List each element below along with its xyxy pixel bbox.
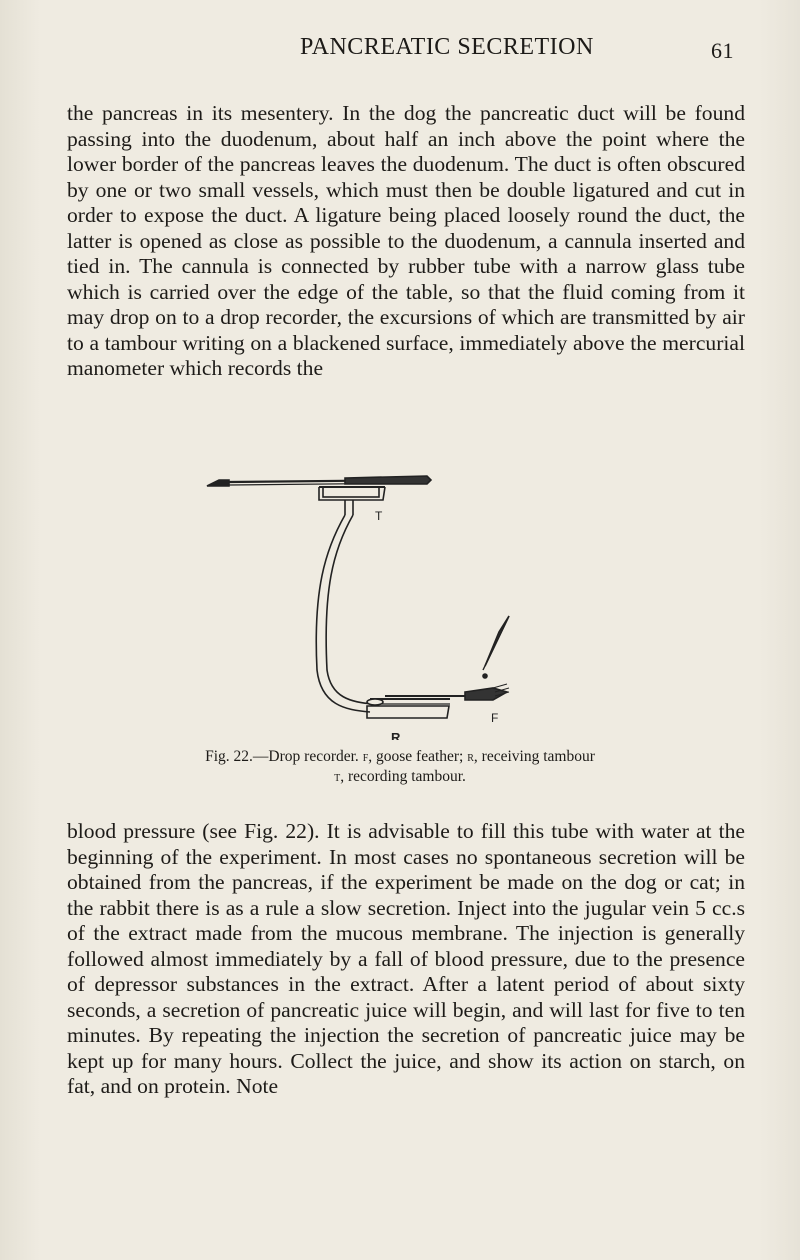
label-f: F bbox=[491, 711, 499, 725]
body-paragraph-1: the pancreas in its mesentery. In the dog the pancreatic duct will be found passing into the duodenum, about half an inch above the point where the lower border of the pancreas leaves the duodenum. The duct is often obscured by one or two small vessels, which must then be double ligatured and cut in order to expose the duct. A ligature being placed loosely round the duct, the latter is opened as close as possible to the duodenum, a cannula inserted and tied in. The cannula is connected by rubber tube with a narrow glass tube which is carried over the edge of the table, so that the fluid coming from it may drop on to a drop recorder, the excursions of which are transmitted by air to a tambour writing on a blackened surface, immediately above the mercurial manometer which records the bbox=[67, 101, 745, 380]
drop-recorder-figure bbox=[195, 470, 635, 740]
caption-t-desc: , recording tambour. bbox=[340, 768, 466, 785]
caption-r-key: r bbox=[467, 750, 474, 765]
label-r: R bbox=[391, 730, 401, 740]
page-number: 61 bbox=[711, 38, 734, 63]
body-paragraph-2: blood pressure (see Fig. 22). It is advisable to fill this tube with water at the beginning of the experiment. In most cases no spontaneous secretion will be obtained from the pancreas, if the experiment be made on the dog or cat; in the rabbit there is as a rule a slow secretion. Inject into the jugular vein 5 cc.s of the extract made from the mucous membrane. The injection is generally followed almost immediately by a fall of blood pressure, due to the presence of depressor substances in the extract. After a latent period of about sixty seconds, a secretion of pancreatic juice will begin, and will last for five to ten minutes. By repeating the injection the secretion of pancreatic juice may be kept up for many hours. Collect the juice, and show its action on starch, on fat, and on protein. Note bbox=[67, 819, 745, 1098]
caption-t-key: t bbox=[334, 770, 341, 785]
running-title: PANCREATIC SECRETION bbox=[300, 34, 594, 60]
caption-f-desc: , goose feather; bbox=[368, 748, 464, 765]
caption-f-key: f bbox=[362, 750, 369, 765]
caption-prefix: Fig. 22.—Drop recorder. bbox=[205, 748, 359, 765]
drop-recorder-drawing bbox=[195, 470, 635, 740]
caption-r-desc: , receiving tambour bbox=[473, 748, 595, 765]
figure-caption bbox=[60, 747, 740, 787]
label-t: T bbox=[375, 509, 383, 523]
